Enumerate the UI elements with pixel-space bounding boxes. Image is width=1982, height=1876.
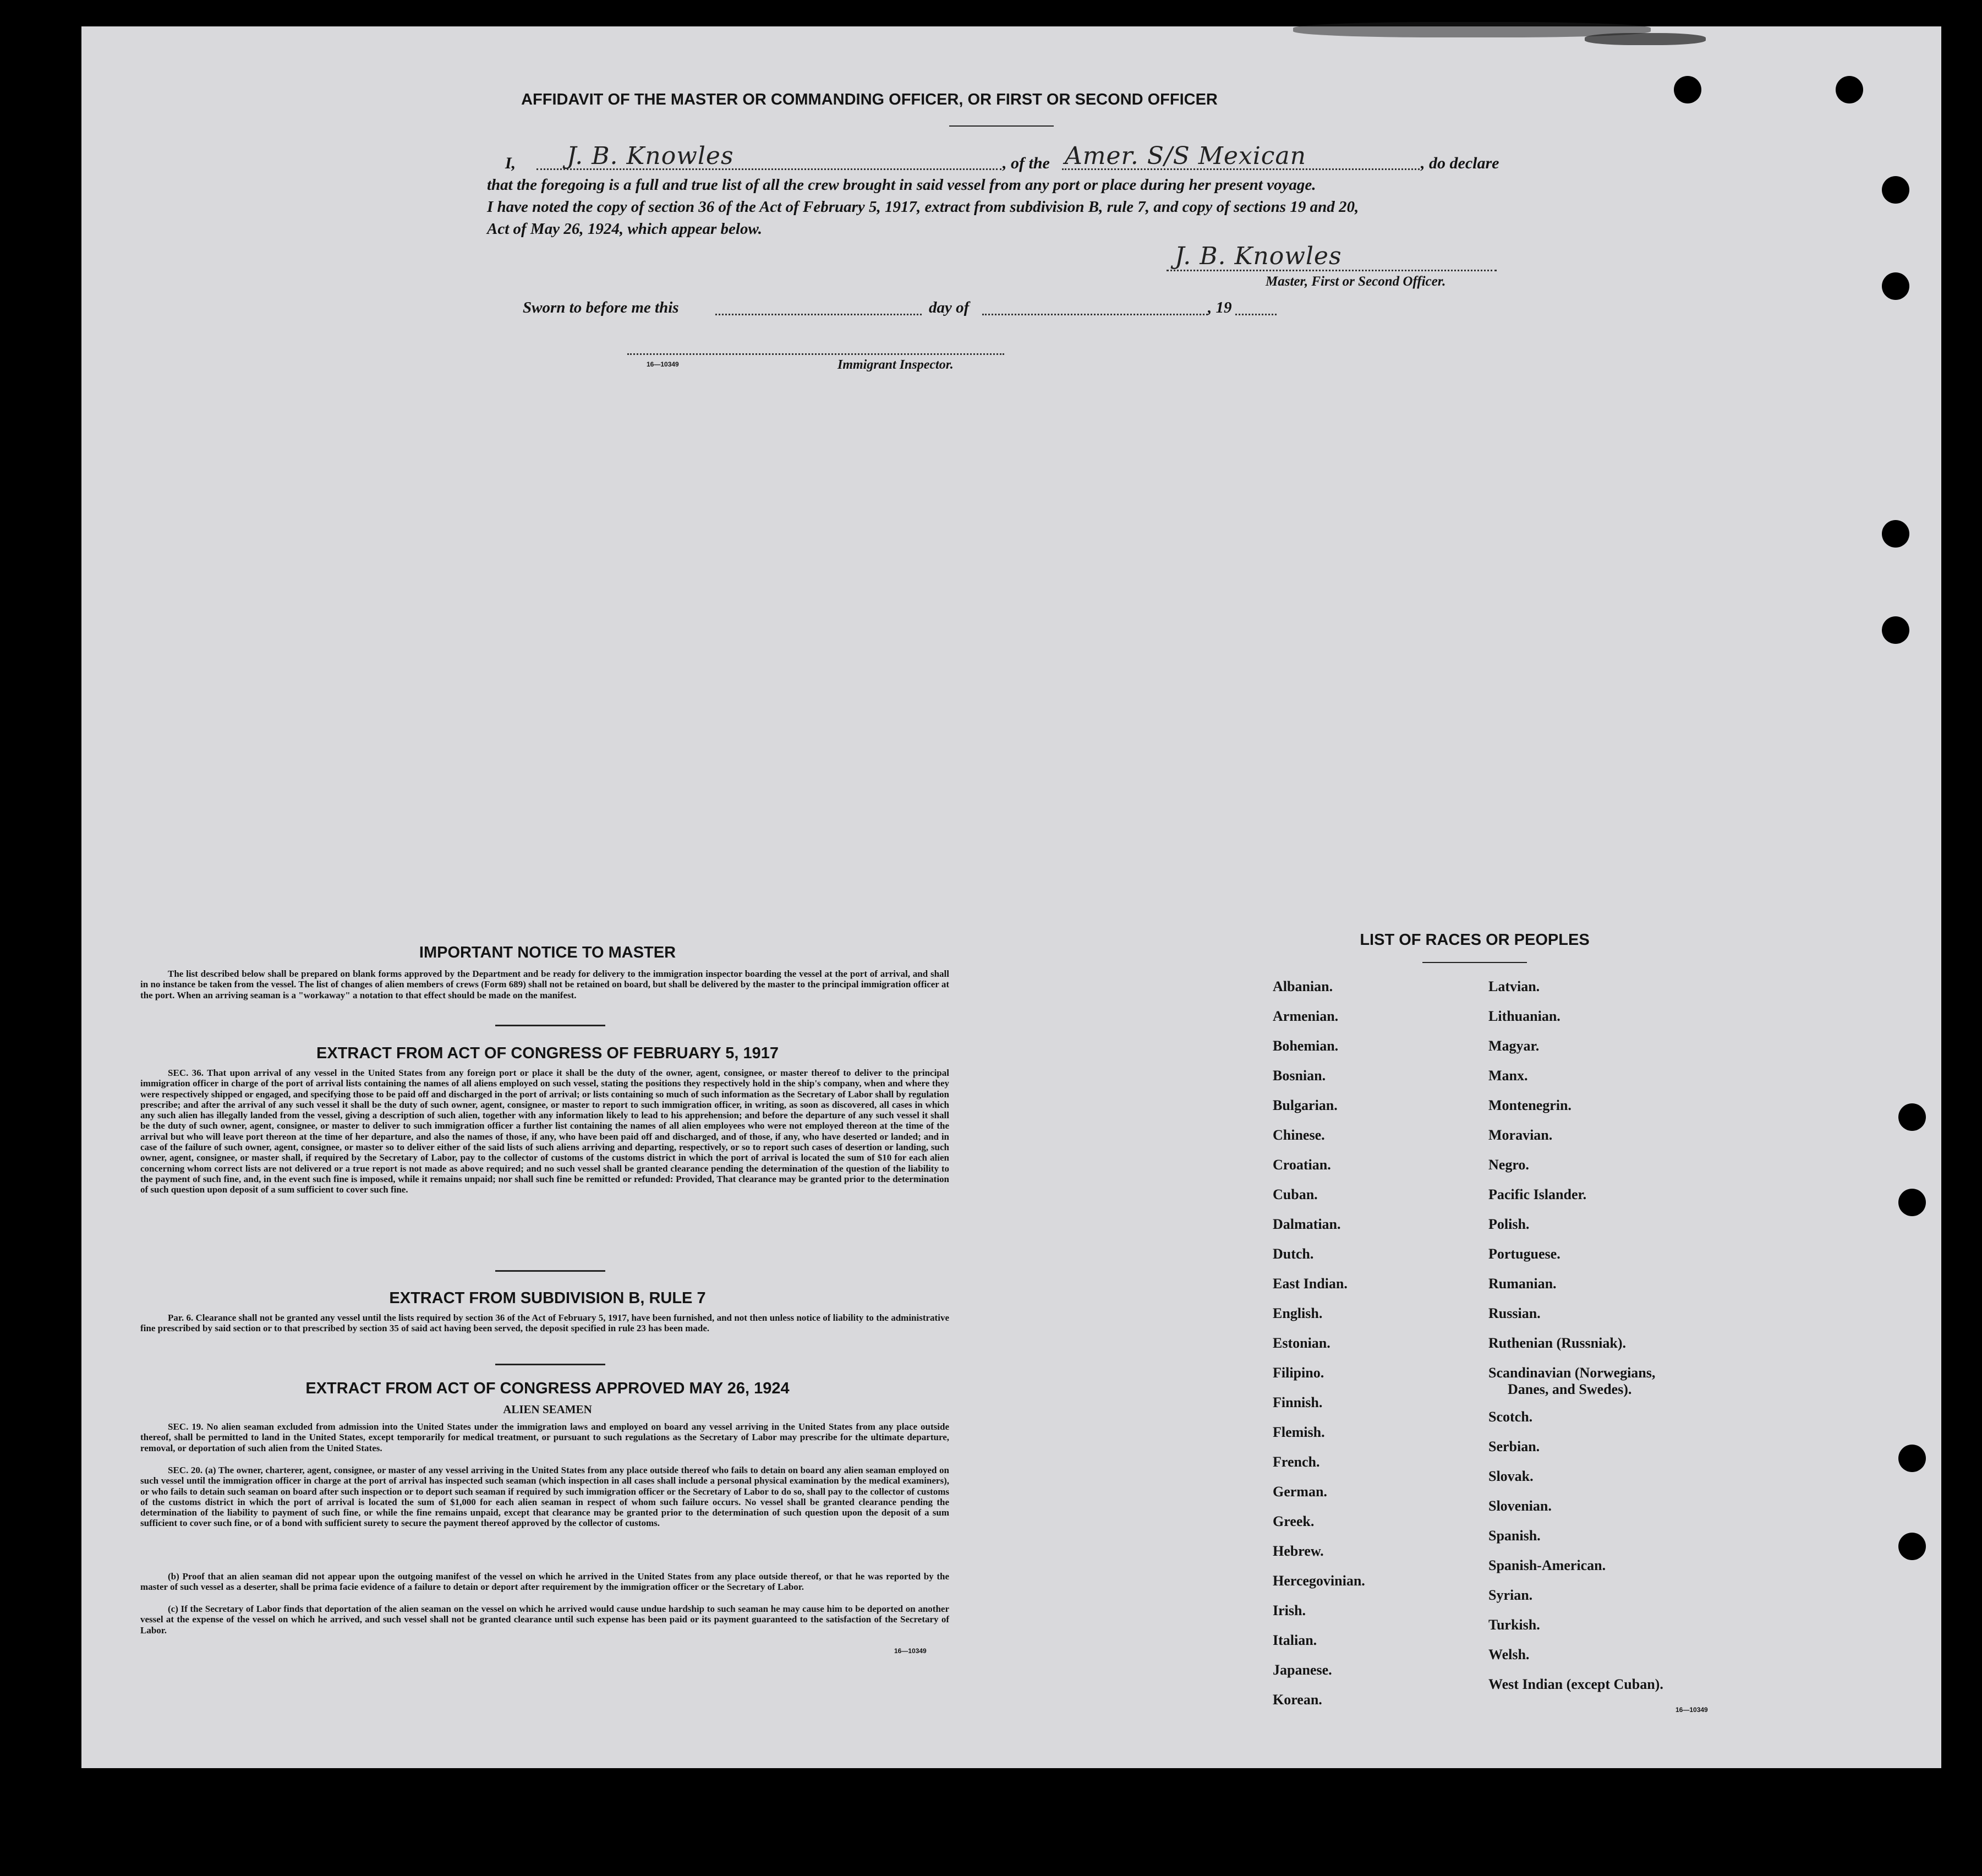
punch-hole <box>1882 520 1909 548</box>
sec-20b-text: (b) Proof that an alien seaman did not appear upon the outgoing manifest of the vessel on which he arrived in the United States from any place outside thereof, or that he was reported by the master of such vessel as a deserter, shall be prima facie evidence of a failure to detain or deport after requirement by the immigration officer or the Secretary of Labor. <box>140 1571 949 1593</box>
race-item: Syrian. <box>1488 1587 1533 1603</box>
race-item: Scandinavian (Norwegians, <box>1488 1365 1656 1381</box>
scan-smudge <box>1585 33 1706 45</box>
race-item: Bosnian. <box>1273 1068 1326 1084</box>
race-item: Hebrew. <box>1273 1543 1324 1559</box>
punch-hole <box>1898 1445 1926 1472</box>
of-the-label: , of the <box>1003 154 1050 172</box>
affidavit-line-2: that the foregoing is a full and true list of all the crew brought in said vessel from any port or place during her present voyage. <box>487 176 1316 194</box>
race-item: Greek. <box>1273 1513 1315 1529</box>
sec-20c-text: (c) If the Secretary of Labor finds that deportation of the alien seaman on the vessel on which he arrived would cause undue hardship to such seaman he may cause him to be deported on another vessel at the expense of the vessel on which he arrived, and such vessel shall not be granted clearance until such expense has been paid or its payment guaranteed to the satisfaction of the Secretary of Labor. <box>140 1604 949 1636</box>
affidavit-line-3: I have noted the copy of section 36 of the Act of February 5, 1917, extract from subdivision B, rule 7, and copy of sections 19 and 20, <box>487 198 1359 216</box>
extract-1924-title: EXTRACT FROM ACT OF CONGRESS APPROVED MAY 26, 1924 <box>305 1380 790 1397</box>
punch-hole <box>1882 272 1909 300</box>
affidavit-i: I, <box>505 154 516 172</box>
extract-1917-text: SEC. 36. That upon arrival of any vessel in the United States from any foreign port or place it shall be the duty of the owner, agent, consignee, or master thereof to deliver to the principal immigration officer in charge of the port of arrival lists containing the names of all aliens employed on such vessel, stating the positions they respectively hold in the ship's company, when and where they were respectively shipped or engaged, and specifying those to be paid off and discharged in the port of arrival; or lists containing so much of such information as the Secretary of Labor shall by regulation prescribe; and after the arrival of any such vessel it shall be the duty of such owner, agent, consignee, or master to report to such immigration officer, in writing, as soon as discovered, all cases in which any such alien has illegally landed from the vessel, giving a description of such alien, together with any information likely to lead to his apprehension; and before the departure of any such vessel it shall be the duty of such owner, agent, consignee, or master to deliver to such immigration officer a further list containing the names of all alien employees who were not employed thereon at the time of the arrival but who will leave port thereon at the time of her departure, and also the names of those, if any, who have been paid off and discharged, and of those, if any, who have deserted or landed; and in case of the failure of such owner, agent, consignee, or master so to deliver either of the said lists of such aliens arriving and departing, respectively, or so to report such cases of desertion or landing, such owner, agent, consignee, or master shall, if required by the Secretary of Labor, pay to the collector of customs of the customs district in which the port of arrival is located the sum of $10 for each alien concerning whom correct lists are not delivered or a true report is not made as above required; and no such vessel shall be granted clearance pending the determination of the question of the liability to the payment of such fine, and, in the event such fine is imposed, while it remains unpaid; nor shall such fine be remitted or refunded: Provided, That clearance may be granted prior to the determination of such question upon deposit of a sum sufficient to cover such fine. <box>140 1068 949 1195</box>
race-item: Slovenian. <box>1488 1498 1552 1514</box>
notice-title: IMPORTANT NOTICE TO MASTER <box>419 944 676 961</box>
race-item: Slovak. <box>1488 1468 1534 1484</box>
form-number: 16—10349 <box>1676 1706 1708 1714</box>
sworn-day-line <box>715 314 922 315</box>
race-item: Filipino. <box>1273 1365 1324 1381</box>
race-item: Russian. <box>1488 1305 1541 1321</box>
section-rule <box>495 1025 605 1026</box>
race-item: Dalmatian. <box>1273 1216 1341 1232</box>
race-item: Finnish. <box>1273 1394 1323 1410</box>
race-item: Hercegovinian. <box>1273 1573 1365 1589</box>
race-item: Moravian. <box>1488 1127 1553 1143</box>
master-signature: J. B. Knowles <box>1175 242 1342 270</box>
title-rule <box>949 125 1054 127</box>
race-item: Polish. <box>1488 1216 1530 1232</box>
race-item: Montenegrin. <box>1488 1097 1572 1113</box>
extract-1917-title: EXTRACT FROM ACT OF CONGRESS OF FEBRUARY 5, 1917 <box>316 1044 779 1062</box>
subdiv-b-text: Par. 6. Clearance shall not be granted any vessel until the lists required by section 36 of the Act of February 5, 1917, have been furnished, and not then unless notice of liability to the administrative fine prescribed by said section or to that prescribed by section 35 of said act having been served, the deposit specified in rule 23 has been made. <box>140 1312 949 1334</box>
race-item: Estonian. <box>1273 1335 1331 1351</box>
race-item: Korean. <box>1273 1692 1322 1708</box>
race-item: Chinese. <box>1273 1127 1325 1143</box>
race-item: Armenian. <box>1273 1008 1339 1024</box>
race-item: West Indian (except Cuban). <box>1488 1676 1663 1692</box>
punch-hole <box>1882 176 1909 204</box>
race-item: Italian. <box>1273 1632 1317 1648</box>
subdiv-b-title: EXTRACT FROM SUBDIVISION B, RULE 7 <box>389 1289 706 1307</box>
race-item: Scotch. <box>1488 1409 1533 1425</box>
punch-hole <box>1836 76 1863 103</box>
punch-hole <box>1898 1189 1926 1216</box>
race-item: Magyar. <box>1488 1038 1540 1054</box>
punch-hole <box>1898 1103 1926 1131</box>
race-item: Manx. <box>1488 1068 1528 1084</box>
race-item: Croatian. <box>1273 1157 1331 1173</box>
race-item: Welsh. <box>1488 1647 1530 1662</box>
sec-19-text: SEC. 19. No alien seaman excluded from admission into the United States under the immigration laws and employed on board any vessel arriving in the United States from any place outside thereof, shall be permitted to land in the United States, except temporarily for medical treatment, or pursuant to such regulations as the Secretary of Labor may prescribe for the ultimate departure, removal, or deportation of such alien from the United States. <box>140 1421 949 1453</box>
race-item: Serbian. <box>1488 1439 1540 1454</box>
race-item: Albanian. <box>1273 978 1333 994</box>
section-rule <box>495 1270 605 1272</box>
year-label: , 19 <box>1208 299 1232 316</box>
race-item: East Indian. <box>1273 1276 1348 1292</box>
race-item: Bulgarian. <box>1273 1097 1338 1113</box>
sworn-month-line <box>982 314 1208 315</box>
punch-hole <box>1898 1533 1926 1560</box>
alien-seamen-subtitle: ALIEN SEAMEN <box>503 1403 592 1416</box>
punch-hole <box>1882 616 1909 644</box>
race-item: Spanish. <box>1488 1528 1541 1544</box>
sworn-year-line <box>1235 314 1277 315</box>
race-item: Ruthenian (Russniak). <box>1488 1335 1626 1351</box>
inspector-line <box>627 353 1004 355</box>
race-item: Cuban. <box>1273 1186 1318 1202</box>
race-item: Pacific Islander. <box>1488 1186 1587 1202</box>
race-item: German. <box>1273 1484 1327 1500</box>
vessel-name-handwritten: Amer. S/S Mexican <box>1065 142 1306 170</box>
race-item: Rumanian. <box>1488 1276 1557 1292</box>
punch-hole <box>1674 76 1701 103</box>
affidavit-title: AFFIDAVIT OF THE MASTER OR COMMANDING OFFICER, OR FIRST OR SECOND OFFICER <box>521 91 1218 108</box>
races-title: LIST OF RACES OR PEOPLES <box>1360 931 1590 949</box>
race-item: Portuguese. <box>1488 1246 1561 1262</box>
race-item: French. <box>1273 1454 1320 1470</box>
race-item: Negro. <box>1488 1157 1529 1173</box>
race-item: Dutch. <box>1273 1246 1314 1262</box>
race-item: Japanese. <box>1273 1662 1332 1678</box>
race-item: Spanish-American. <box>1488 1557 1606 1573</box>
day-of-label: day of <box>929 299 970 316</box>
sec-20a-text: SEC. 20. (a) The owner, charterer, agent, consignee, or master of any vessel arriving in the United States from any place outside thereof who fails to detain on board any alien seaman employed on such vessel until the immigration officer in charge at the port of arrival has inspected such seaman (which inspection in all cases shall include a personal physical examination by the medical examiners), or who fails to detain such seaman on board after such inspection or to deport such seaman if required by such immigration officer or the Secretary of Labor to do so, shall pay to the collector of customs of the customs district in which the port of arrival is located the sum of $1,000 for each alien seaman in respect of whom such failure occurs. No vessel shall be granted clearance pending the determination of the liability to payment of such fine, or while the fine remains unpaid, except that clearance may be granted prior to the determination of such question upon the deposit of a sum sufficient to cover such fine, or of a bond with sufficient surety to secure the payment thereof approved by the collector of customs. <box>140 1465 949 1529</box>
race-item: Latvian. <box>1488 978 1540 994</box>
race-item: Bohemian. <box>1273 1038 1339 1054</box>
form-number: 16—10349 <box>894 1647 927 1655</box>
affidavit-line-4: Act of May 26, 1924, which appear below. <box>487 220 762 238</box>
form-number: 16—10349 <box>647 360 679 368</box>
notice-text: The list described below shall be prepared on blank forms approved by the Department and be ready for delivery to the immigration inspector boarding the vessel at the port of arrival, and shall in no instance be taken from the vessel. The list of changes of alien members of crews (Form 689) shall not be retained on board, but shall be delivered by the master to the principal immigration officer at the port. When an arriving seaman is a "workaway" a notation to that effect should be made on the manifest. <box>140 969 949 1000</box>
declarant-signature: J. B. Knowles <box>567 142 734 170</box>
race-item: Turkish. <box>1488 1617 1540 1633</box>
races-title-rule <box>1422 962 1527 963</box>
section-rule <box>495 1364 605 1365</box>
race-item: Flemish. <box>1273 1424 1325 1440</box>
master-caption: Master, First or Second Officer. <box>1266 274 1446 289</box>
inspector-caption: Immigrant Inspector. <box>837 358 954 372</box>
race-item: Lithuanian. <box>1488 1008 1561 1024</box>
sworn-label: Sworn to before me this <box>523 299 679 316</box>
race-item: English. <box>1273 1305 1323 1321</box>
race-item: Danes, and Swedes). <box>1508 1381 1632 1397</box>
race-item: Irish. <box>1273 1602 1306 1618</box>
do-declare-label: , do declare <box>1421 154 1499 172</box>
